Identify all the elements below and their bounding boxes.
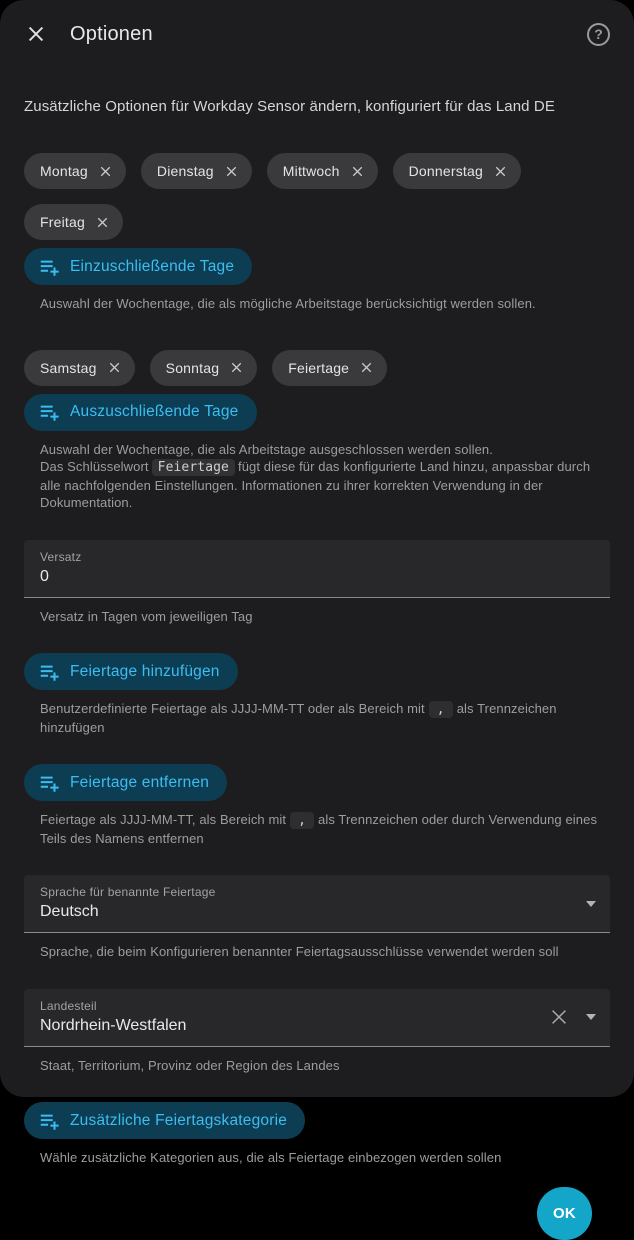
chip-feiertage[interactable]: Feiertage: [272, 350, 387, 386]
remove-holidays-section: [24, 764, 610, 847]
comma-code-chip: ,: [429, 701, 453, 718]
remove-chip-icon[interactable]: [228, 359, 245, 376]
chip-montag[interactable]: Montag: [24, 153, 126, 189]
chip-donnerstag[interactable]: Donnerstag: [393, 153, 521, 189]
exclude-days-helper: Auswahl der Wochentage, die als Arbeitstage ausgeschlossen werden sollen. Das Schlüsselwort Feiertage fügt diese für das konfigurierte Land hinzu, anpassbar durch alle nachfolgenden Einstellungen. Informationen zu ihrer korrekten Verwendung in der Dokumentation.: [40, 441, 591, 510]
clear-icon[interactable]: [548, 1006, 570, 1028]
province-value: Nordrhein-Westfalen: [40, 1016, 187, 1034]
playlist-plus-icon: [38, 256, 60, 278]
province-section: [24, 989, 610, 1075]
help-icon[interactable]: ?: [587, 23, 610, 46]
add-exclude-days-button[interactable]: Auszuschließende Tage: [24, 394, 257, 431]
remove-holidays-button[interactable]: Feiertage entfernen: [24, 764, 227, 801]
chevron-down-icon[interactable]: [586, 1014, 596, 1020]
remove-chip-icon[interactable]: [94, 214, 111, 231]
offset-field[interactable]: Versatz 0: [24, 540, 610, 598]
include-days-helper: Auswahl der Wochentage, die als mögliche Arbeitstage berücksichtigt werden sollen.: [40, 296, 536, 311]
playlist-plus-icon: [38, 1110, 60, 1132]
remove-chip-icon[interactable]: [106, 359, 123, 376]
add-category-button[interactable]: Zusätzliche Feiertagskategorie: [24, 1102, 305, 1139]
offset-section: [24, 540, 610, 626]
add-holidays-button[interactable]: Feiertage hinzufügen: [24, 653, 238, 690]
chip-freitag[interactable]: Freitag: [24, 204, 123, 240]
offset-helper: Versatz in Tagen vom jeweiligen Tag: [40, 608, 253, 624]
chip-mittwoch[interactable]: Mittwoch: [267, 153, 378, 189]
keyword-code-chip: Feiertage: [152, 459, 235, 476]
chevron-down-icon[interactable]: [586, 901, 596, 907]
close-icon[interactable]: [24, 22, 48, 46]
add-holidays-section: [24, 653, 610, 736]
province-select[interactable]: Landesteil Nordrhein-Westfalen: [24, 989, 610, 1047]
add-holidays-helper: Benutzerdefinierte Feiertage als JJJJ-MM-TT oder als Bereich mit , als Trennzeichen hinzufügen: [40, 701, 557, 735]
province-helper: Staat, Territorium, Provinz oder Region des Landes: [40, 1057, 340, 1073]
remove-chip-icon[interactable]: [97, 163, 114, 180]
playlist-plus-icon: [38, 401, 60, 423]
remove-chip-icon[interactable]: [358, 359, 375, 376]
dialog-footer: [24, 1167, 610, 1240]
language-helper: Sprache, die beim Konfigurieren benannter Feiertagsausschlüsse verwendet werden soll: [40, 944, 559, 959]
comma-code-chip: ,: [290, 812, 314, 829]
exclude-days-chip-row: [24, 350, 610, 386]
page-title: Optionen: [70, 22, 153, 45]
playlist-plus-icon: [38, 661, 60, 683]
remove-chip-icon[interactable]: [349, 163, 366, 180]
remove-chip-icon[interactable]: [492, 163, 509, 180]
add-include-days-button[interactable]: Einzuschließende Tage: [24, 248, 252, 285]
remove-holidays-helper: Feiertage als JJJJ-MM-TT, als Bereich mit , als Trennzeichen oder durch Verwendung eines Teils des Namens entfernen: [40, 812, 598, 846]
remove-chip-icon[interactable]: [223, 163, 240, 180]
language-section: [24, 875, 610, 961]
ok-button[interactable]: OK: [537, 1187, 592, 1240]
dialog-description: Zusätzliche Optionen für Workday Sensor ändern, konfiguriert für das Land DE: [24, 98, 555, 115]
playlist-plus-icon: [38, 772, 60, 794]
dialog-content: [0, 98, 634, 1240]
offset-input[interactable]: [40, 568, 428, 586]
category-section: [24, 1102, 610, 1167]
category-helper: Wähle zusätzliche Kategorien aus, die als Feiertage einbezogen werden sollen: [40, 1150, 502, 1165]
chip-dienstag[interactable]: Dienstag: [141, 153, 252, 189]
include-days-chip-row: [24, 153, 610, 240]
dialog-header: [0, 0, 634, 56]
chip-samstag[interactable]: Samstag: [24, 350, 135, 386]
chip-sonntag[interactable]: Sonntag: [150, 350, 258, 386]
language-select[interactable]: Sprache für benannte Feiertage Deutsch: [24, 875, 610, 933]
language-value: Deutsch: [40, 903, 99, 920]
